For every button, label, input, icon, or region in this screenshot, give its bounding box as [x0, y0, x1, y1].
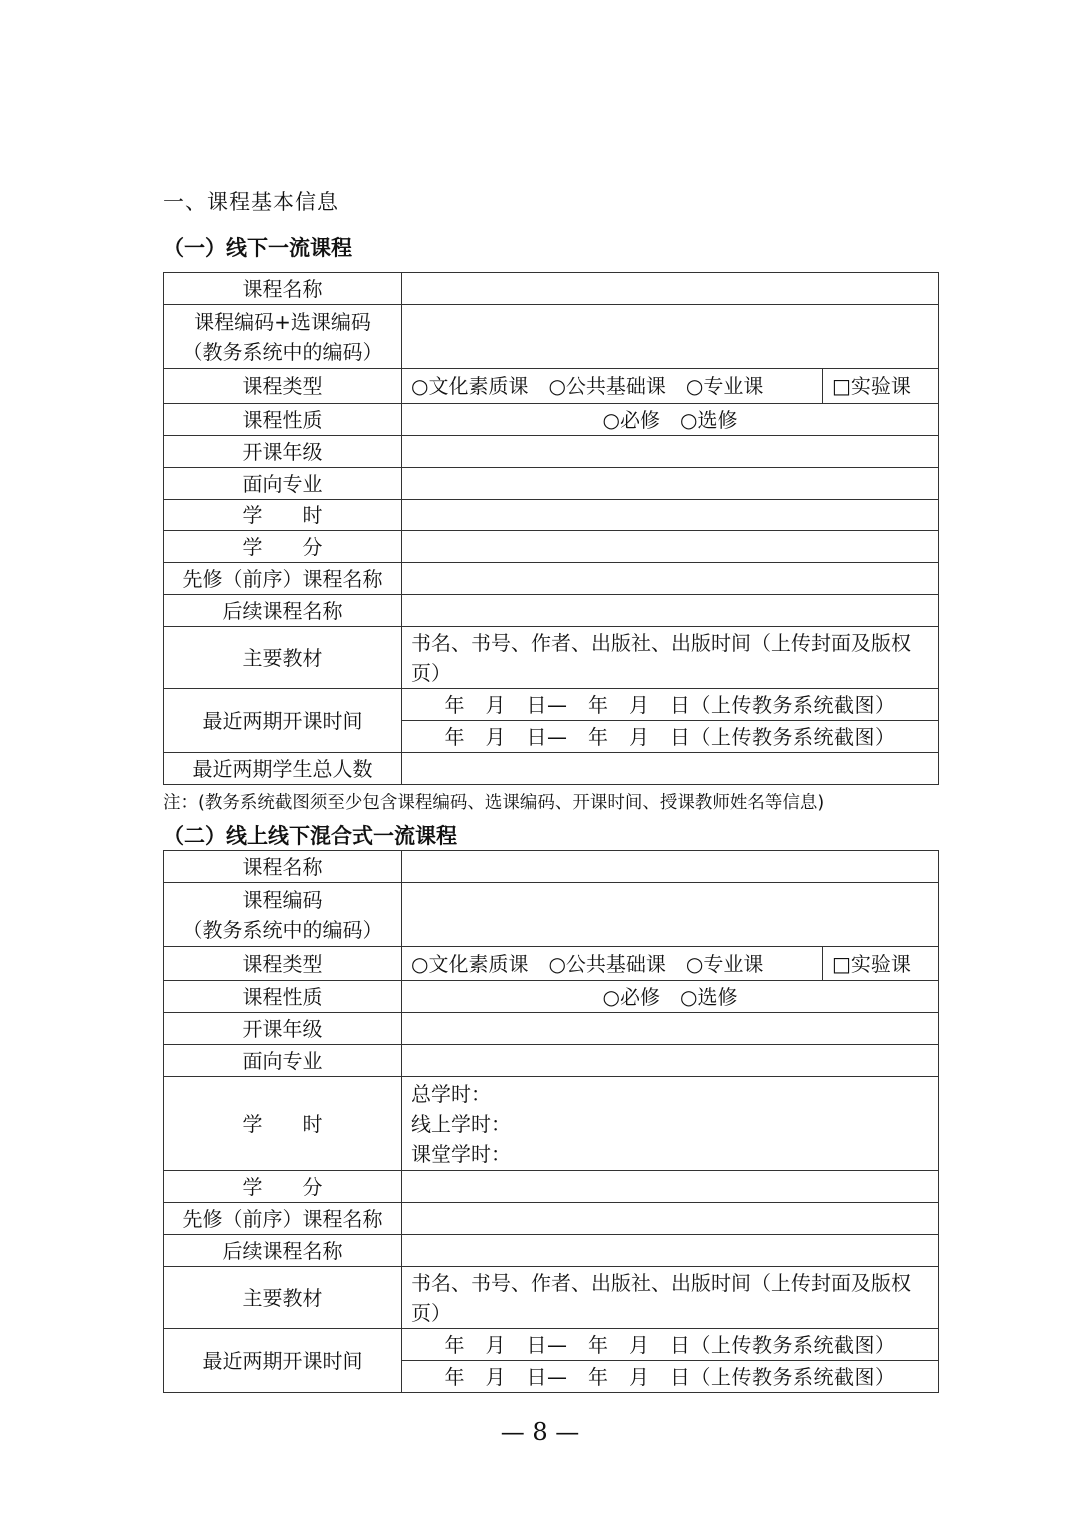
label-grade: 开课年级 [164, 436, 402, 468]
page-number: — 8 — [500, 1418, 580, 1446]
label-major: 面向专业 [164, 1045, 402, 1077]
field-hours[interactable] [402, 1077, 939, 1171]
checkbox-experiment[interactable]: □实验课 [823, 947, 939, 981]
label-course-code-line2: （教务系统中的编码） [182, 339, 383, 364]
label-hours: 学 时 [164, 500, 402, 531]
radio-culture-quality[interactable]: ○文化素质课 [411, 951, 529, 976]
label-credits: 学 分 [164, 1171, 402, 1203]
label-course-name: 课程名称 [164, 273, 402, 305]
hours-total: 总学时： [411, 1081, 491, 1106]
radio-public-basic[interactable]: ○公共基础课 [548, 374, 666, 398]
section-title: 一、课程基本信息 [163, 190, 339, 214]
field-grade[interactable] [402, 1013, 939, 1045]
subsection-title-blended: （二）线上线下混合式一流课程 [163, 824, 457, 848]
hours-classroom: 课堂学时： [411, 1141, 511, 1166]
field-date-2[interactable]: 年 月 日— 年 月 日（上传教务系统截图） [402, 1361, 939, 1393]
label-course-type: 课程类型 [164, 947, 402, 981]
label-prerequisite: 先修（前序）课程名称 [164, 563, 402, 595]
field-date-1[interactable]: 年 月 日— 年 月 日（上传教务系统截图） [402, 689, 939, 721]
field-credits[interactable] [402, 1171, 939, 1203]
label-hours: 学 时 [164, 1077, 402, 1171]
field-major[interactable] [402, 1045, 939, 1077]
field-date-2[interactable]: 年 月 日— 年 月 日（上传教务系统截图） [402, 721, 939, 753]
label-followup: 后续课程名称 [164, 595, 402, 627]
field-textbook[interactable]: 书名、书号、作者、出版社、出版时间（上传封面及版权页） [402, 627, 939, 689]
field-major[interactable] [402, 468, 939, 500]
label-prerequisite: 先修（前序）课程名称 [164, 1203, 402, 1235]
label-textbook: 主要教材 [164, 1267, 402, 1329]
label-course-name: 课程名称 [164, 851, 402, 883]
field-followup[interactable] [402, 1235, 939, 1267]
field-course-code[interactable] [402, 883, 939, 947]
field-date-1[interactable]: 年 月 日— 年 月 日（上传教务系统截图） [402, 1329, 939, 1361]
field-course-nature [402, 981, 939, 1013]
field-textbook[interactable]: 书名、书号、作者、出版社、出版时间（上传封面及版权页） [402, 1267, 939, 1329]
field-prerequisite[interactable] [402, 563, 939, 595]
field-prerequisite[interactable] [402, 1203, 939, 1235]
label-major: 面向专业 [164, 468, 402, 500]
label-course-code-line1: 课程编码+选课编码 [194, 309, 371, 334]
offline-course-table [163, 272, 939, 785]
field-followup[interactable] [402, 595, 939, 627]
field-grade[interactable] [402, 436, 939, 468]
field-credits[interactable] [402, 531, 939, 563]
note-text: 注：(教务系统截图须至少包含课程编码、选课编码、开课时间、授课教师姓名等信息) [163, 793, 825, 813]
label-students: 最近两期学生总人数 [164, 753, 402, 785]
label-course-code-line2: （教务系统中的编码） [182, 917, 383, 942]
field-course-nature [402, 404, 939, 436]
checkbox-experiment[interactable]: □实验课 [823, 369, 939, 404]
field-course-type [402, 369, 823, 404]
field-course-name[interactable] [402, 851, 939, 883]
label-course-code [164, 305, 402, 369]
radio-culture-quality[interactable]: ○文化素质课 [411, 374, 529, 398]
label-recent-time: 最近两期开课时间 [164, 689, 402, 753]
label-course-nature: 课程性质 [164, 404, 402, 436]
label-course-code [164, 883, 402, 947]
field-course-name[interactable] [402, 273, 939, 305]
label-course-code-line1: 课程编码 [242, 887, 323, 912]
radio-required[interactable]: ○必修 [602, 984, 660, 1009]
label-recent-time: 最近两期开课时间 [164, 1329, 402, 1393]
label-textbook: 主要教材 [164, 627, 402, 689]
radio-elective[interactable]: ○选修 [680, 407, 738, 432]
radio-required[interactable]: ○必修 [602, 407, 660, 432]
hours-online: 线上学时： [411, 1111, 511, 1136]
field-students[interactable] [402, 753, 939, 785]
blended-course-table [163, 850, 939, 1393]
field-course-code[interactable] [402, 305, 939, 369]
subsection-title-offline: （一）线下一流课程 [163, 236, 352, 260]
label-grade: 开课年级 [164, 1013, 402, 1045]
field-course-type [402, 947, 823, 981]
radio-professional[interactable]: ○专业课 [685, 951, 764, 976]
label-credits: 学 分 [164, 531, 402, 563]
label-course-nature: 课程性质 [164, 981, 402, 1013]
radio-elective[interactable]: ○选修 [680, 984, 738, 1009]
radio-professional[interactable]: ○专业课 [685, 374, 764, 398]
radio-public-basic[interactable]: ○公共基础课 [548, 951, 666, 976]
label-followup: 后续课程名称 [164, 1235, 402, 1267]
field-hours[interactable] [402, 500, 939, 531]
label-course-type: 课程类型 [164, 369, 402, 404]
